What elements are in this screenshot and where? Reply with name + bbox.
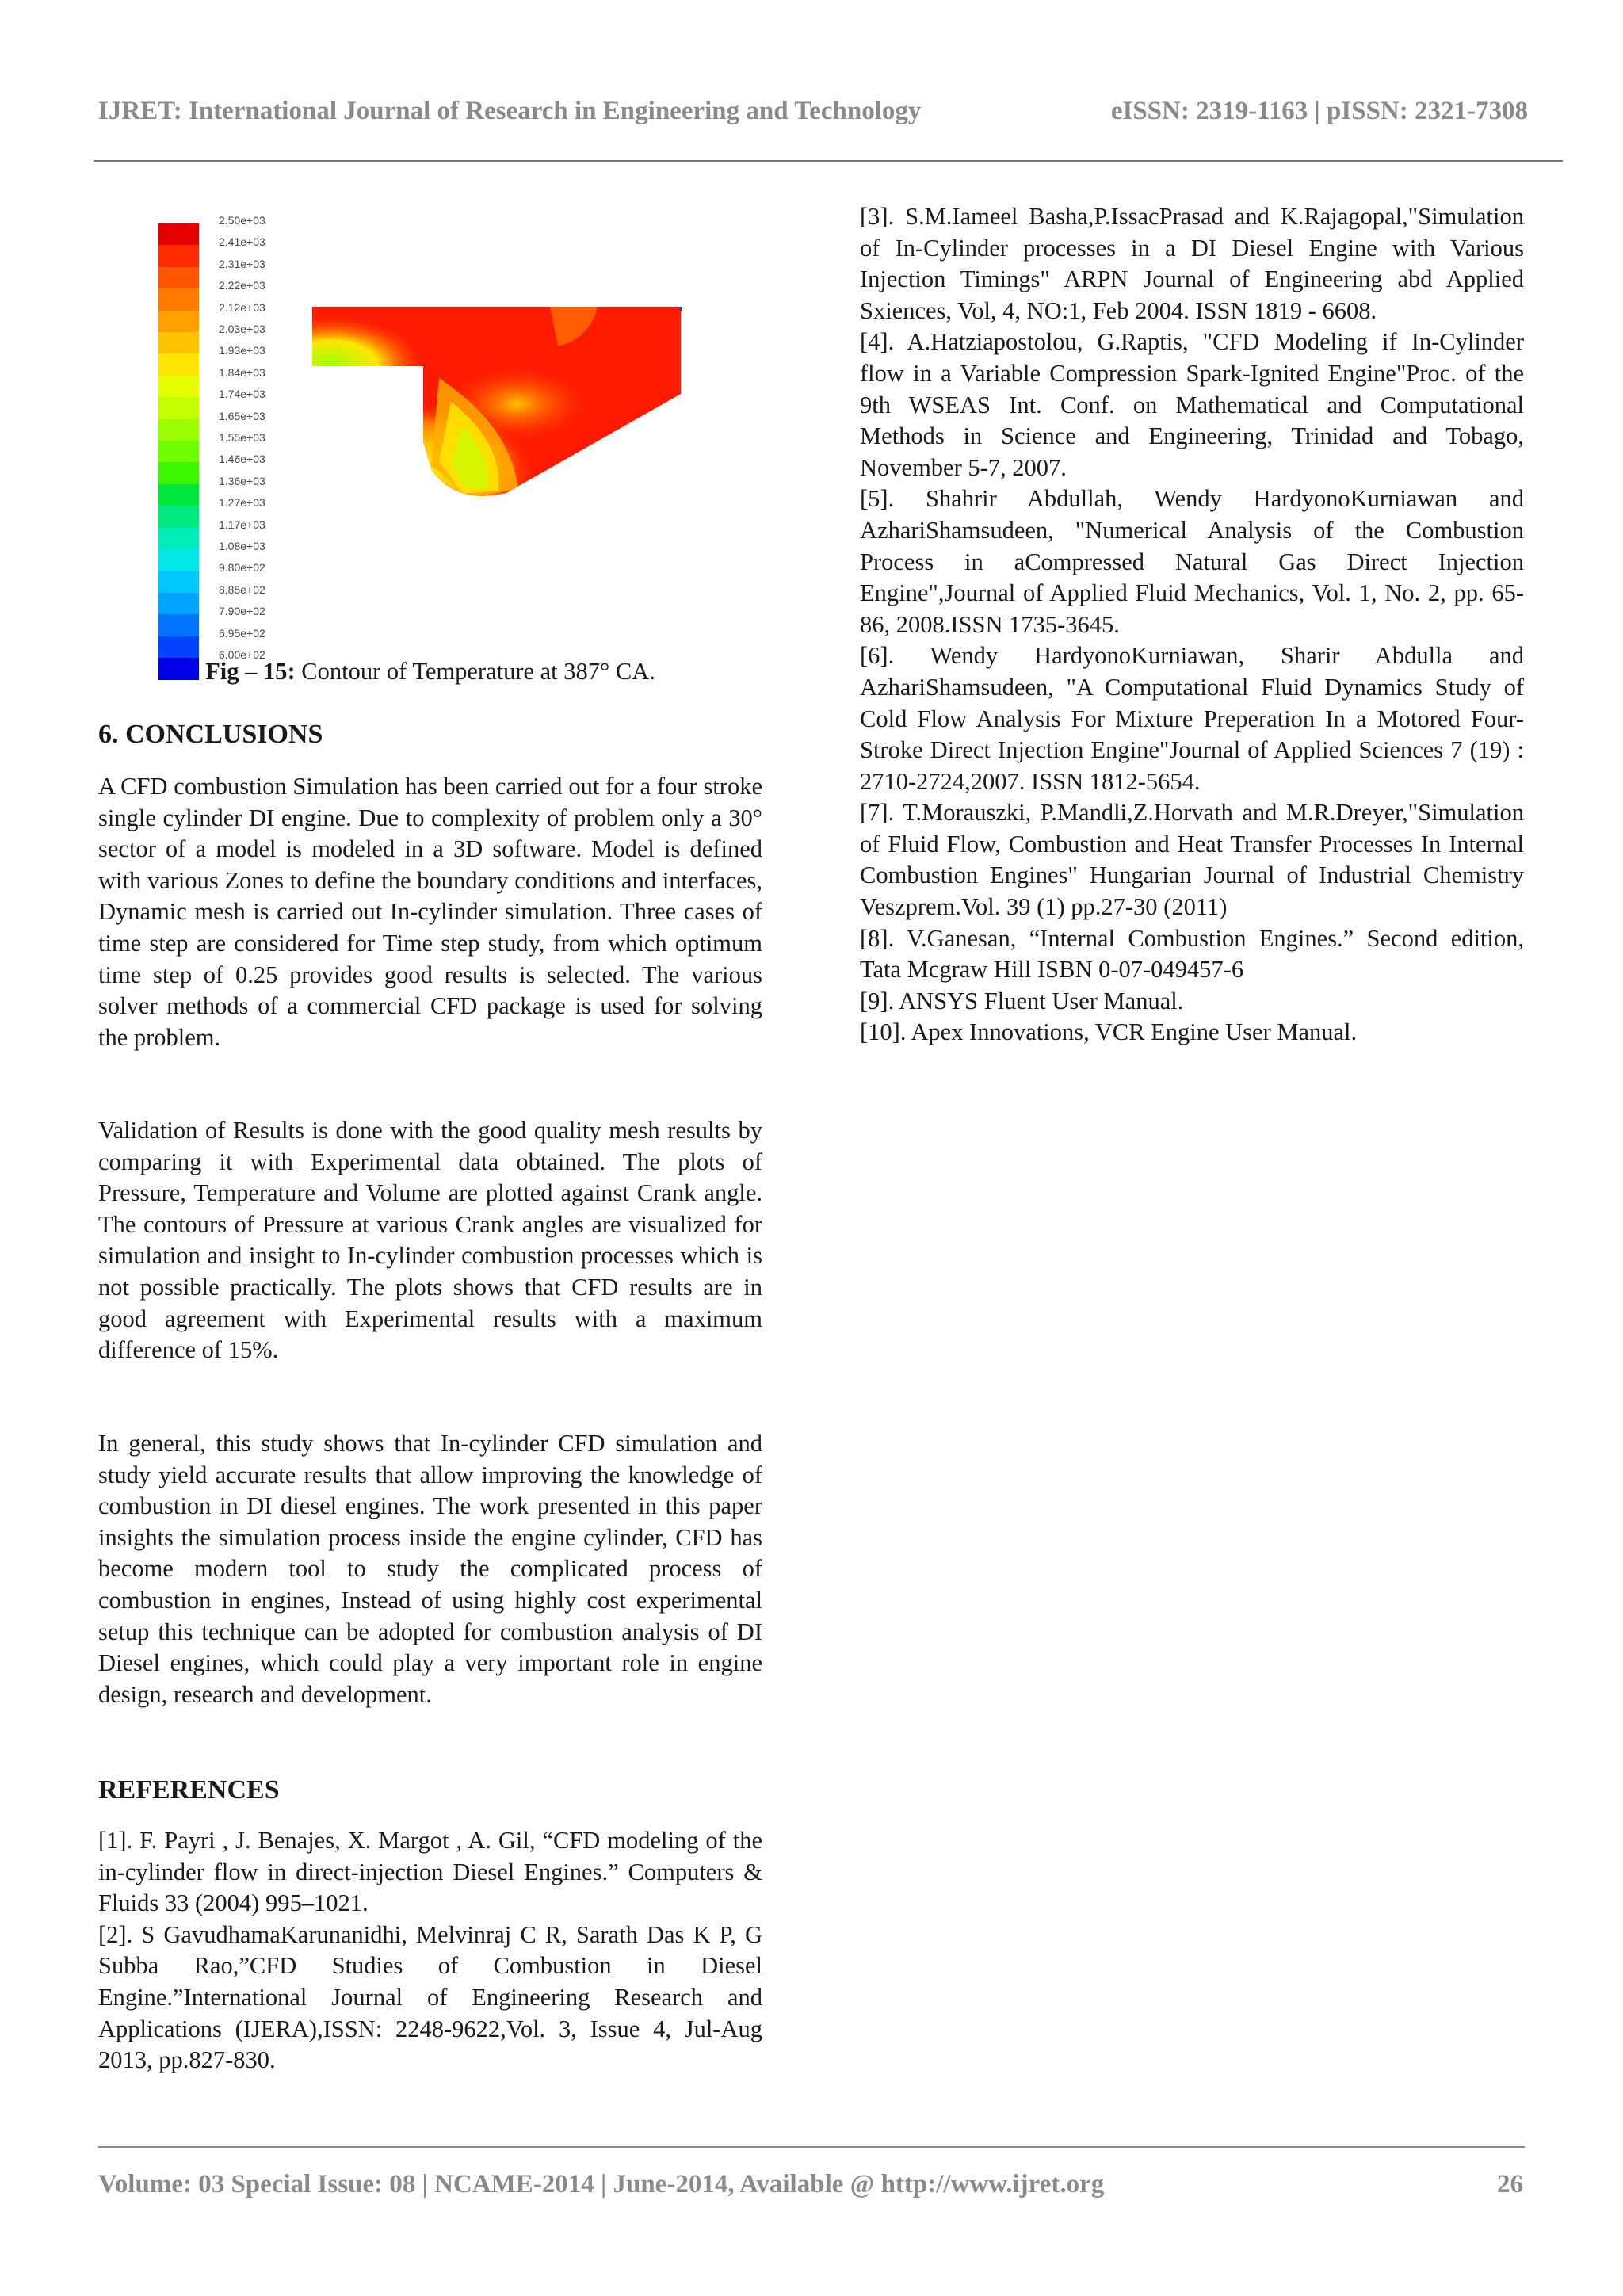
contour-fill	[312, 307, 685, 501]
legend-tick-label: 1.08e+03	[219, 540, 265, 552]
figure-caption	[98, 658, 762, 686]
paragraph-text: A CFD combustion Simulation has been carried out for a four stroke single cylinder DI engine. Due to complexity of problem only a 30° sector of a model is modeled in a 3D software. Model is defined with various Zones to define the boundary conditions and interfaces, Dynamic mesh is carried out In-cylinder simulation. Three cases of time step are considered for Time step study, from which optimum time step of 0.25 provides good results is selected. The various solver methods of a commercial CFD package is used for solving the problem.	[98, 773, 762, 1051]
legend-tick-label: 2.31e+03	[219, 257, 265, 270]
legend-swatch	[158, 484, 199, 506]
legend-swatch	[158, 353, 199, 376]
legend-swatch	[158, 636, 199, 659]
reference-item: [5]. Shahrir Abdullah, Wendy HardyonoKurniawan and AzhariShamsudeen, "Numerical Analysis of the Combustion Process in aCompressed Natural Gas Direct Injection Engine",Journal of Applied Fluid Mechanics, Vol. 1, No. 2, pp. 65-86, 2008.ISSN 1735-3645.	[860, 485, 1524, 638]
legend-swatch	[158, 288, 199, 311]
legend-swatch	[158, 419, 199, 441]
footer-rule	[98, 2146, 1525, 2148]
contour-plot	[312, 307, 788, 501]
temperature-contour-figure	[98, 208, 762, 661]
legend-swatch	[158, 441, 199, 463]
legend-tick-label: 1.65e+03	[219, 409, 265, 422]
header-rule	[94, 160, 1563, 162]
legend-swatch	[158, 593, 199, 615]
page-footer	[98, 2170, 1525, 2210]
reference-item: [2]. S GavudhamaKarunanidhi, Melvinraj C R, Sarath Das K P, G Subba Rao,”CFD Studies of Combustion in Diesel Engine.”International Journal of Engineering Research and Applications (IJERA),ISSN: 2248-9622,Vol. 3, Issue 4, Jul-Aug 2013, pp.827-830.	[98, 1920, 762, 2074]
footer-volume-info: Volume: 03 Special Issue: 08 | NCAME-2014 | June-2014, Available @ http://www.ijret.org	[98, 2170, 1105, 2199]
journal-title: IJRET: International Journal of Research in Engineering and Technology	[98, 97, 922, 125]
legend-tick-label: 6.00e+02	[219, 648, 265, 661]
reference-item: [6]. Wendy HardyonoKurniawan, Sharir Abdulla and AzhariShamsudeen, "A Computational Fluid Dynamics Study of Cold Flow Analysis For Mixture Preperation In a Motored Four-Stroke Direct Injection Engine"Journal of Applied Sciences 7 (19) : 2710-2724,2007. ISSN 1812-5654.	[860, 642, 1524, 795]
figure-caption-label: Fig – 15:	[205, 658, 296, 685]
legend-swatch	[158, 549, 199, 571]
legend-tick-label: 1.93e+03	[219, 344, 265, 357]
legend-tick-label: 9.80e+02	[219, 561, 265, 575]
legend-swatch	[158, 332, 199, 354]
reference-item: [7]. T.Morauszki, P.Mandli,Z.Horvath and M.R.Dreyer,"Simulation of Fluid Flow, Combustion and Heat Transfer Processes In Internal Combustion Engines" Hungarian Journal of Industrial Chemistry Veszprem.Vol. 39 (1) pp.27-30 (2011)	[860, 799, 1524, 921]
conclusions-paragraph-3	[98, 1428, 762, 1710]
legend-swatch	[158, 311, 199, 333]
legend-swatch	[158, 571, 199, 593]
references-heading: REFERENCES	[98, 1775, 280, 1805]
reference-item: [4]. A.Hatziapostolou, G.Raptis, "CFD Modeling if In-Cylinder flow in a Variable Compression Spark-Ignited Engine"Proc. of the 9th WSEAS Int. Conf. on Mathematical and Computational Methods in Science and Engineering, Trinidad and Tobago, November 5-7, 2007.	[860, 328, 1524, 481]
conclusions-paragraph-1	[98, 771, 762, 1053]
legend-tick-label: 2.03e+03	[219, 323, 265, 335]
page-header	[98, 97, 1528, 136]
issn-info: eISSN: 2319-1163 | pISSN: 2321-7308	[1110, 97, 1528, 125]
legend-tick-label: 1.74e+03	[219, 388, 265, 401]
legend-swatch	[158, 397, 199, 419]
legend-swatch	[158, 614, 199, 636]
paragraph-text: In general, this study shows that In-cylinder CFD simulation and study yield accurate results that allow improving the knowledge of combustion in DI diesel engines. The work presented in this paper insights the simulation process inside the engine cylinder, CFD has become modern tool to study the complicated process of combustion in engines, Instead of using highly cost experimental setup this technique can be adopted for combustion analysis of DI Diesel engines, which could play a very important role in engine design, research and development.	[98, 1430, 762, 1708]
legend-tick-label: 2.50e+03	[219, 214, 265, 227]
legend-tick-label: 1.84e+03	[219, 365, 265, 379]
references-list-left	[98, 1825, 762, 2076]
legend-tick-label: 7.90e+02	[219, 605, 265, 618]
legend-swatch	[158, 223, 199, 246]
legend-swatch	[158, 245, 199, 267]
page-number: 26	[1497, 2170, 1523, 2199]
legend-tick-label: 1.36e+03	[219, 474, 265, 487]
reference-item: [10]. Apex Innovations, VCR Engine User Manual.	[860, 1018, 1358, 1046]
legend-swatch	[158, 376, 199, 398]
legend-swatch	[158, 528, 199, 550]
legend-swatch	[158, 462, 199, 484]
figure-caption-text: Contour of Temperature at 387° CA.	[295, 658, 655, 685]
reference-item: [1]. F. Payri , J. Benajes, X. Margot , A. Gil, “CFD modeling of the in-cylinder flow in direct-injection Diesel Engines.” Computers & Fluids 33 (2004) 995–1021.	[98, 1827, 762, 1917]
legend-tick-label: 1.27e+03	[219, 496, 265, 510]
legend-tick-label: 2.12e+03	[219, 300, 265, 314]
legend-swatch	[158, 267, 199, 289]
conclusions-heading: 6. CONCLUSIONS	[98, 720, 323, 749]
legend-tick-label: 8.85e+02	[219, 583, 265, 596]
legend-swatch	[158, 506, 199, 528]
legend-tick-label: 1.55e+03	[219, 431, 265, 444]
legend-tick-label: 1.17e+03	[219, 518, 265, 531]
conclusions-paragraph-2	[98, 1115, 762, 1366]
reference-item: [9]. ANSYS Fluent User Manual.	[860, 987, 1184, 1014]
references-list-right	[860, 201, 1524, 1049]
legend-tick-label: 2.22e+03	[219, 279, 265, 292]
legend-tick-label: 2.41e+03	[219, 235, 265, 249]
legend-tick-label: 1.46e+03	[219, 453, 265, 466]
reference-item: [3]. S.M.Iameel Basha,P.IssacPrasad and K.Rajagopal,"Simulation of In-Cylinder processes in a DI Diesel Engine with Various Injection Timings" ARPN Journal of Engineering abd Applied Sxiences, Vol, 4, NO:1, Feb 2004. ISSN 1819 - 6608.	[860, 203, 1524, 324]
legend-tick-label: 6.95e+02	[219, 626, 265, 640]
paragraph-text: Validation of Results is done with the good quality mesh results by comparing it with Experimental data obtained. The plots of Pressure, Temperature and Volume are plotted against Crank angle. The contours of Pressure at various Crank angles are visualized for simulation and insight to In-cylinder combustion processes which is not possible practically. The plots shows that CFD results are in good agreement with Experimental results with a maximum difference of 15%.	[98, 1117, 762, 1364]
reference-item: [8]. V.Ganesan, “Internal Combustion Engines.” Second edition, Tata Mcgraw Hill ISBN 0-07-049457-6	[860, 924, 1524, 984]
